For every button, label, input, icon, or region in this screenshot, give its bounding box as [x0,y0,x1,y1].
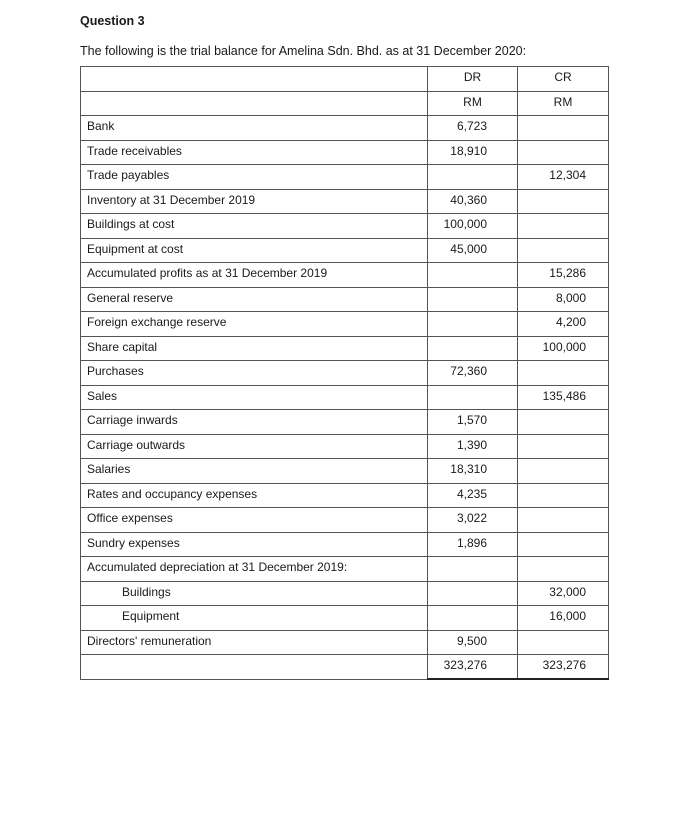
account-label: Foreign exchange reserve [81,312,428,337]
table-row [81,606,609,631]
credit-amount [518,483,609,508]
account-label: Rates and occupancy expenses [81,483,428,508]
table-row [81,140,609,165]
credit-amount [518,238,609,263]
account-label: Buildings [81,581,428,606]
account-label: Directors' remuneration [81,630,428,655]
table-row [81,312,609,337]
table-row [81,630,609,655]
debit-amount [428,312,518,337]
table-row [81,165,609,190]
credit-amount [518,361,609,386]
debit-amount: 9,500 [428,630,518,655]
table-row [81,336,609,361]
table-row [81,287,609,312]
debit-amount [428,263,518,288]
debit-amount [428,165,518,190]
table-row [81,116,609,141]
debit-amount: 100,000 [428,214,518,239]
totals-label-cell [81,655,428,680]
account-label: Bank [81,116,428,141]
debit-amount [428,287,518,312]
unit-dr: RM [428,91,518,116]
account-label: Buildings at cost [81,214,428,239]
account-label: Carriage outwards [81,434,428,459]
header-row [81,67,609,92]
header-cr: CR [518,67,609,92]
table-row [81,238,609,263]
unit-label-cell [81,91,428,116]
table-row [81,581,609,606]
table-row [81,385,609,410]
credit-amount: 8,000 [518,287,609,312]
table-row [81,434,609,459]
account-label: Accumulated profits as at 31 December 2019 [81,263,428,288]
trial-balance-table [80,66,609,680]
credit-amount: 12,304 [518,165,609,190]
credit-amount [518,508,609,533]
debit-amount [428,557,518,582]
account-label: Purchases [81,361,428,386]
debit-amount [428,385,518,410]
credit-amount [518,459,609,484]
table-row [81,410,609,435]
table-row [81,189,609,214]
account-label: Inventory at 31 December 2019 [81,189,428,214]
table-row [81,508,609,533]
debit-amount: 18,910 [428,140,518,165]
credit-amount [518,434,609,459]
credit-amount [518,140,609,165]
credit-amount [518,214,609,239]
credit-amount [518,410,609,435]
total-credit: 323,276 [518,655,609,680]
intro-text: The following is the trial balance for Amelina Sdn. Bhd. as at 31 December 2020: [80,44,527,58]
credit-amount [518,630,609,655]
credit-amount [518,557,609,582]
account-label: Sundry expenses [81,532,428,557]
credit-amount: 15,286 [518,263,609,288]
credit-amount: 16,000 [518,606,609,631]
credit-amount: 32,000 [518,581,609,606]
table-row [81,532,609,557]
credit-amount: 135,486 [518,385,609,410]
account-label: Carriage inwards [81,410,428,435]
account-label: Office expenses [81,508,428,533]
totals-row [81,655,609,680]
credit-amount [518,116,609,141]
unit-cr: RM [518,91,609,116]
credit-amount [518,532,609,557]
account-label: Equipment [81,606,428,631]
debit-amount: 3,022 [428,508,518,533]
header-label-cell [81,67,428,92]
debit-amount: 18,310 [428,459,518,484]
debit-amount: 40,360 [428,189,518,214]
debit-amount: 6,723 [428,116,518,141]
debit-amount [428,606,518,631]
table-row [81,214,609,239]
table-row [81,263,609,288]
header-dr: DR [428,67,518,92]
total-debit: 323,276 [428,655,518,680]
account-label: Trade receivables [81,140,428,165]
debit-amount [428,581,518,606]
credit-amount [518,189,609,214]
account-label: Accumulated depreciation at 31 December 2019: [81,557,428,582]
question-title: Question 3 [80,14,145,28]
account-label: Equipment at cost [81,238,428,263]
credit-amount: 100,000 [518,336,609,361]
account-label: Trade payables [81,165,428,190]
account-label: General reserve [81,287,428,312]
table-row [81,361,609,386]
debit-amount: 1,896 [428,532,518,557]
debit-amount [428,336,518,361]
debit-amount: 45,000 [428,238,518,263]
table-row [81,557,609,582]
credit-amount: 4,200 [518,312,609,337]
debit-amount: 72,360 [428,361,518,386]
debit-amount: 1,570 [428,410,518,435]
table-row [81,459,609,484]
account-label: Sales [81,385,428,410]
debit-amount: 1,390 [428,434,518,459]
debit-amount: 4,235 [428,483,518,508]
account-label: Share capital [81,336,428,361]
table-row [81,483,609,508]
account-label: Salaries [81,459,428,484]
unit-row [81,91,609,116]
